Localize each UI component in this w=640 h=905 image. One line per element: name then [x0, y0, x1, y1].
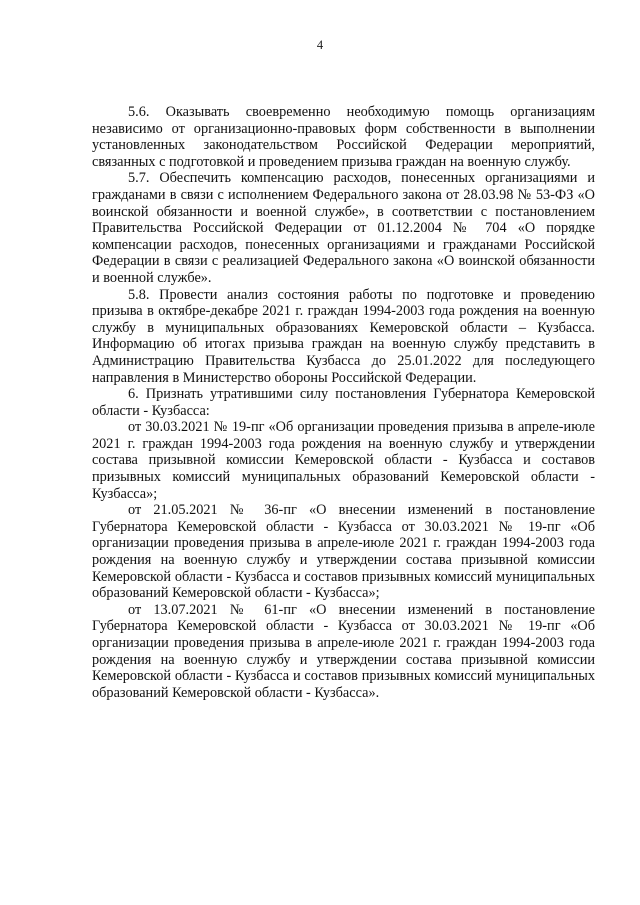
document-body: [92, 104, 595, 701]
repealed-decree-61-pg: от 13.07.2021 № 61-пг «О внесении изменений в постановление Губернатора Кемеровской области - Кузбасса от 30.03.2021 № 19-пг «Об организации проведения призыва в апреле-июле 2021 г. граждан 1994-2003 года рождения на военную службу и утверждении состава призывной комиссии Кемеровской области - Кузбасса и составов призывных комиссий муниципальных образований Кемеровской области - Кузбасса».: [92, 601, 595, 701]
paragraph-5-8: 5.8. Провести анализ состояния работы по подготовке и проведению призыва в октябре-декабре 2021 г. граждан 1994-2003 года рождения на военную службу в муниципальных образованиях Кемеровской области – Кузбасса. Информацию об итогах призыва граждан на военную службу представить в Администрацию Правительства Кузбасса до 25.01.2022 для последующего направления в Министерство обороны Российской Федерации.: [92, 286, 595, 386]
paragraph-5-7: 5.7. Обеспечить компенсацию расходов, понесенных организациями и гражданами в связи с исполнением Федерального закона от 28.03.98 № 53-ФЗ «О воинской обязанности и военной службе», в соответствии с постановлением Правительства Российской Федерации от 01.12.2004 № 704 «О порядке компенсации расходов, понесенных организациями и гражданами Российской Федерации в связи с реализацией Федерального закона «О воинской обязанности и военной службе».: [92, 170, 595, 286]
paragraph-5-6: 5.6. Оказывать своевременно необходимую помощь организациям независимо от организационно-правовых форм собственности в выполнении установленных законодательством Российской Федерации мероприятий, связанных с подготовкой и проведением призыва граждан на военную службу.: [92, 104, 595, 170]
page-number: 4: [316, 38, 324, 52]
repealed-decree-36-pg: от 21.05.2021 № 36-пг «О внесении изменений в постановление Губернатора Кемеровской области - Кузбасса от 30.03.2021 № 19-пг «Об организации проведения призыва в апреле-июле 2021 г. граждан 1994-2003 года рождения на военную службу и утверждении состава призывной комиссии Кемеровской области - Кузбасса и составов призывных комиссий муниципальных образований Кемеровской области - Кузбасса»;: [92, 502, 595, 602]
repealed-decree-19-pg: от 30.03.2021 № 19-пг «Об организации проведения призыва в апреле-июле 2021 г. граждан 1994-2003 года рождения на военную службу и утверждении состава призывной комиссии Кемеровской области - Кузбасса и составов призывных комиссий муниципальных образований Кемеровской области - Кузбасса»;: [92, 419, 595, 502]
paragraph-6: 6. Признать утратившими силу постановления Губернатора Кемеровской области - Кузбасса:: [92, 386, 595, 419]
